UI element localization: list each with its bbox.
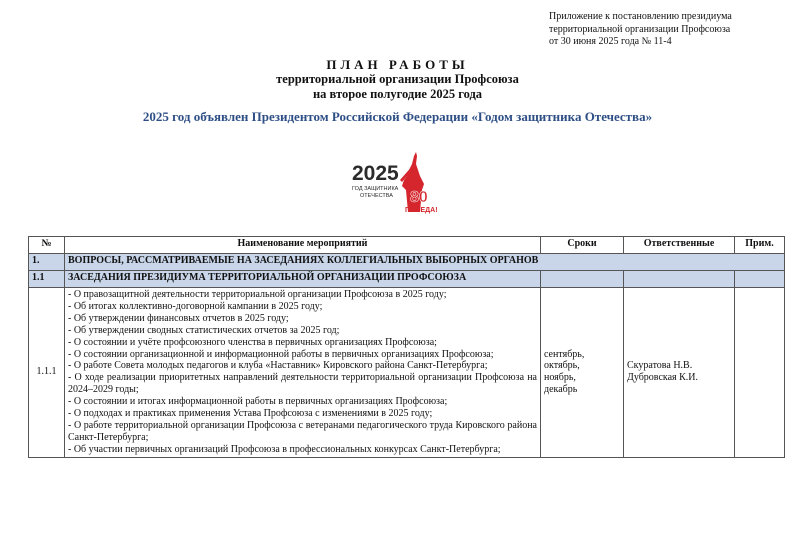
row-terms	[541, 288, 624, 458]
section-title: ВОПРОСЫ, РАССМАТРИВАЕМЫЕ НА ЗАСЕДАНИЯХ КОЛЛЕГИАЛЬНЫХ ВЫБОРНЫХ ОРГАНОВ	[65, 254, 785, 271]
row-items	[65, 288, 541, 458]
list-item: - Об итогах коллективно-договорной кампании в 2025 году;	[68, 300, 323, 312]
logo-badge-num: 80	[410, 189, 428, 206]
row-num: 1.1.1	[29, 288, 65, 458]
list-item: - О состоянии организационной и информационной работы в первичных организациях Профсоюза;	[68, 348, 494, 360]
list-item: - О состоянии и учёте профсоюзного членства в первичных организациях Профсоюза;	[68, 336, 437, 348]
list-item: - О правозащитной деятельности территориальной организации Профсоюза в 2025 году;	[68, 289, 447, 300]
logo-caption-1: ГОД ЗАЩИТНИКА	[352, 186, 399, 192]
term-item: октябрь,	[544, 360, 580, 372]
col-header-name: Наименование мероприятий	[65, 237, 541, 254]
term-item: декабрь	[544, 384, 578, 396]
annex-line-1: Приложение к постановлению президиума	[549, 11, 732, 22]
section-title: ЗАСЕДАНИЯ ПРЕЗИДИУМА ТЕРРИТОРИАЛЬНОЙ ОРГАНИЗАЦИИ ПРОФСОЮЗА	[65, 271, 541, 288]
work-plan-table	[28, 236, 785, 458]
logo-badge-word: ПОБЕДА!	[405, 207, 438, 214]
list-item: - О работе Совета молодых педагогов и клуба «Наставник» Кировского района Санкт-Петербурга;	[68, 360, 488, 372]
col-header-num: №	[29, 237, 65, 254]
logo-year: 2025	[352, 162, 399, 185]
list-item: - О подходах и практиках применения Устава Профсоюза с изменениями в 2025 году;	[68, 408, 433, 420]
list-item: - Об утверждении финансовых отчетов в 2025 году;	[68, 312, 289, 324]
section-row-1-1	[29, 271, 785, 288]
defender-year-logo	[350, 150, 444, 216]
list-item: - О состоянии и итогах информационной работы в первичных организациях Профсоюза;	[68, 396, 448, 408]
plan-subtitle-period: на второе полугодие 2025 года	[312, 87, 483, 101]
term-item: сентябрь,	[544, 348, 585, 360]
annex-note	[549, 11, 755, 49]
table-row	[29, 288, 785, 458]
responsible-person: Дубровская К.И.	[627, 372, 699, 384]
logo-caption-2: ОТЕЧЕСТВА	[360, 193, 393, 199]
term-item: ноябрь,	[544, 372, 576, 384]
row-responsible	[624, 288, 735, 458]
col-header-note: Прим.	[735, 237, 785, 254]
list-item: - О ходе реализации приоритетных направлений деятельности территориальной организации Профсоюза на 2024–2029 годы;	[68, 372, 537, 396]
row-note	[735, 288, 785, 458]
list-item: - О работе территориальной организации Профсоюза с ветеранами педагогического труда Кировского района Санкт-Петербурга;	[68, 419, 537, 443]
col-header-terms: Сроки	[541, 237, 624, 254]
plan-subtitle-org: территориальной организации Профсоюза	[276, 72, 519, 86]
section-num: 1.1	[29, 271, 65, 288]
table-header-row	[29, 237, 785, 254]
list-item: - Об утверждении сводных статистических отчетов за 2025 год;	[68, 324, 340, 336]
section-row-1	[29, 254, 785, 271]
responsible-person: Скуратова Н.В.	[627, 360, 693, 372]
list-item: - Об участии первичных организаций Профсоюза в профессиональных конкурсах Санкт-Петербурга;	[68, 443, 501, 455]
annex-line-2: территориальной организации Профсоюза	[549, 23, 731, 35]
plan-title: ПЛАН РАБОТЫ	[326, 57, 469, 72]
section-num: 1.	[29, 254, 65, 271]
col-header-responsible: Ответственные	[624, 237, 735, 254]
year-banner: 2025 год объявлен Президентом Российской Федерации «Годом защитника Отечества»	[142, 109, 653, 124]
annex-line-3: от 30 июня 2025 года № 11-4	[549, 36, 672, 47]
